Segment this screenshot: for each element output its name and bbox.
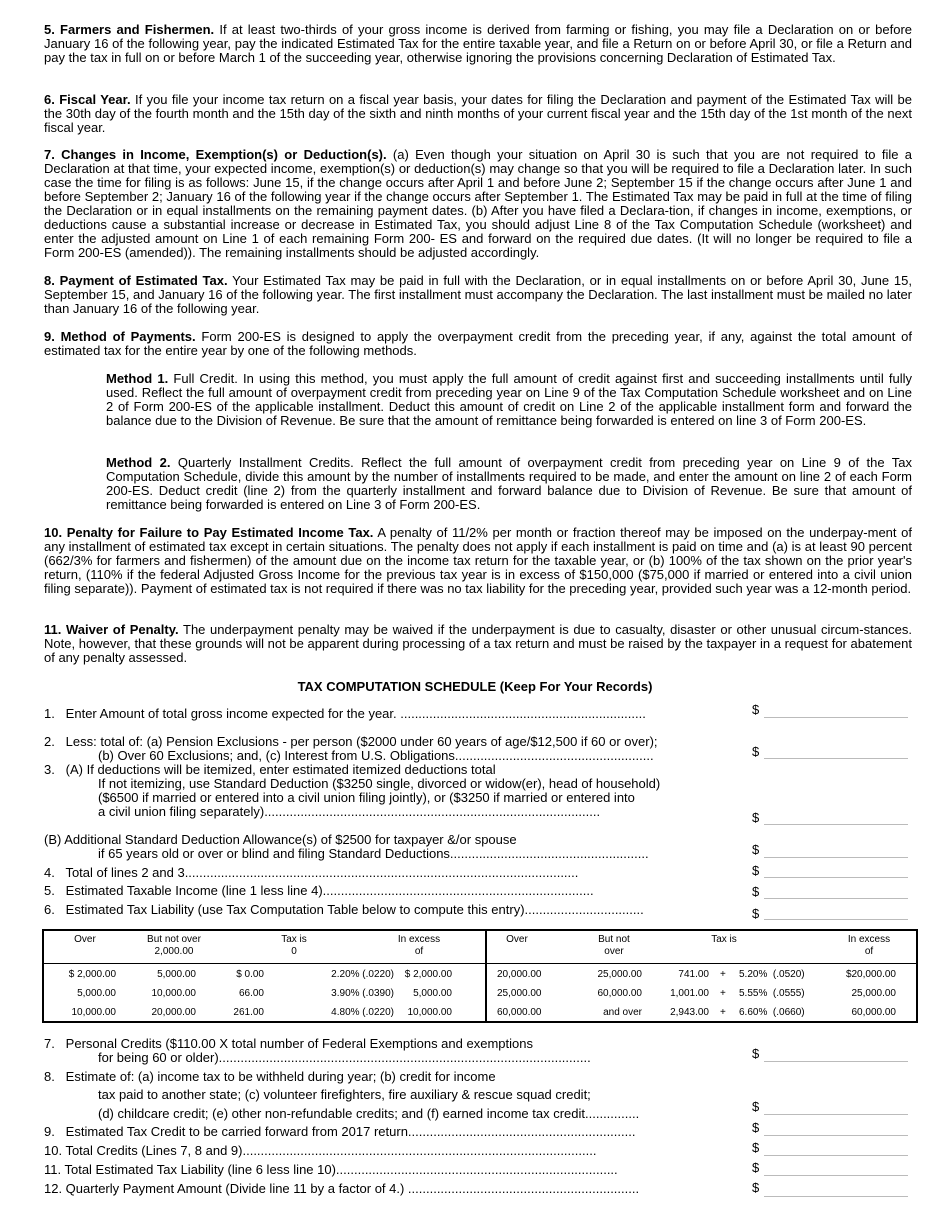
table-cell: 10,000.00 — [151, 988, 196, 999]
amount-field-1[interactable] — [764, 716, 908, 718]
paragraph-text: A penalty of 11/2% per month or fraction thereof may be imposed on the underpay-ment of any installment of estimated tax except in certain situations. The penalty does not apply if each installment is paid on time and (a) is at least 90 percent (662/3% for farmers and fishermen) of the amount due on the income tax return for the taxable year, or (b) 100% of the tax shown on the prior year's return, (110% if the federal Adjusted Gross Income for the previous tax year is in excess of $150,000 ($75,000 if married or entered into a civil union filing separate)). Payment of estimated tax is not required if there was no tax liability for the preceding year, provided such year was a 12-month period. — [44, 525, 912, 596]
paragraph-text: (a) Even though your situation on April 30 is such that you are not required to file a Declaration at that time, your expected income, exemption(s) or deduction(s) may change so that you will be required to file a Declaration later. In such case the time for filing is as follows: June 15, if the change occurs after April 1 and before June 2; September 15 if the change occurs after June 1 and before September 2; January 16 of the following year if the change occurs after September 1. The Estimated Tax may be paid in full at the time of filing the Declaration or in equal installments on the remaining payment dates. (b) After you have filed a Declara-tion, if changes in income, exemptions, or deductions cause a substantial increase or decrease in Estimated Tax, you should adjust Line 8 of the Tax Computation Schedule (worksheet) and enter the adjusted amount on Line 1 of each remaining Form 200- ES and forward on the required due dates. (It will no longer be required to file a Form 200-ES (amended)). The remaining installments should be adjusted accordingly. — [44, 147, 912, 260]
schedule-line-2-cont: (b) Over 60 Exclusions; and, (c) Interest from U.S. Obligations....................................................... — [98, 748, 654, 763]
dollar-sign: $ — [752, 702, 760, 717]
table-cell: 20,000.00 — [497, 969, 542, 980]
table-cell: + — [720, 969, 726, 980]
header-but-not-over: But not over — [598, 934, 630, 957]
schedule-line-2: 2. Less: total of: (a) Pension Exclusions - per person ($2000 under 60 years of age/$12,500 if 60 or over); — [44, 734, 658, 749]
schedule-line-3-cont: If not itemizing, use Standard Deduction ($3250 single, divorced or widow(er), head of household) — [98, 776, 661, 791]
method-1 — [106, 372, 912, 428]
schedule-line-3-cont: ($6500 if married or entered into a civil union filing jointly), or ($3250 if married or entered into — [98, 790, 635, 805]
method-heading: Method 1. — [106, 371, 169, 386]
schedule-line-8-cont: tax paid to another state; (c) volunteer firefighters, fire auxiliary & rescue squad credit; — [98, 1087, 591, 1102]
dollar-sign: $ — [752, 1120, 760, 1135]
tax-computation-table — [42, 929, 918, 1023]
paragraph-heading: 6. Fiscal Year. — [44, 92, 131, 107]
paragraph-text: Form 200-ES is designed to apply the overpayment credit from the preceding year, if any, against the total amount of estimated tax for the entire year by one of the following methods. — [44, 329, 912, 358]
method-text: Quarterly Installment Credits. Reflect the full amount of overpayment credit from preceding year on Line 9 of the Tax Computation Schedule, divide this amount by the number of installments required to be made, and enter the amount on line 2 of each Form 200-ES. Deduct credit (line 2) from the quarterly installment and forward balance due to Division of Revenue. Be sure that amount of remittance being forwarded is entered on Line 3 of Form 200-ES. — [106, 455, 912, 512]
schedule-line-10: 10. Total Credits (Lines 7, 8 and 9).................................................................................................. — [44, 1143, 597, 1158]
amount-field-7[interactable] — [764, 1060, 908, 1062]
amount-field-10[interactable] — [764, 1154, 908, 1156]
method-2 — [106, 456, 912, 512]
amount-field-3[interactable] — [764, 823, 908, 825]
paragraph-heading: 7. Changes in Income, Exemption(s) or Deduction(s). — [44, 147, 387, 162]
schedule-line-9: 9. Estimated Tax Credit to be carried forward from 2017 return............................................................... — [44, 1124, 636, 1139]
paragraph-10 — [44, 526, 912, 596]
method-heading: Method 2. — [106, 455, 171, 470]
table-cell: 2.20% (.0220) — [331, 969, 394, 980]
header-over: Over — [74, 934, 96, 945]
schedule-line-3b: (B) Additional Standard Deduction Allowance(s) of $2500 for taxpayer &/or spouse — [44, 832, 517, 847]
header-in-excess: In excess of — [847, 934, 891, 957]
dollar-sign: $ — [752, 1099, 760, 1114]
paragraph-7 — [44, 148, 912, 260]
paragraph-heading: 8. Payment of Estimated Tax. — [44, 273, 228, 288]
paragraph-heading: 9. Method of Payments. — [44, 329, 196, 344]
table-divider — [485, 931, 487, 1023]
paragraph-9 — [44, 330, 912, 358]
table-cell: 60,000.00 — [851, 1007, 896, 1018]
schedule-line-1: 1. Enter Amount of total gross income expected for the year. .................................................................... — [44, 706, 646, 721]
dollar-sign: $ — [752, 906, 760, 921]
amount-field-5[interactable] — [764, 897, 908, 899]
table-cell: $ 2,000.00 — [68, 969, 116, 980]
schedule-line-8-cont: (d) childcare credit; (e) other non-refundable credits; and (f) earned income tax credit............... — [98, 1106, 640, 1121]
table-cell: 66.00 — [238, 988, 264, 999]
amount-field-3b[interactable] — [764, 856, 908, 858]
table-cell: $ 2,000.00 — [404, 969, 452, 980]
table-cell: $20,000.00 — [845, 969, 896, 980]
table-cell: 25,000.00 — [851, 988, 896, 999]
paragraph-text: If at least two-thirds of your gross income is derived from farming or fishing, you may file a Declaration on or before January 16 of the following year, pay the indicated Estimated Tax for the entire taxable year, and file a Return on or before April 30, or file a Return and pay the tax in full on or before March 1 of the succeeding year, otherwise ignoring the provisions concerning Declaration of Estimated Tax. — [44, 22, 912, 65]
table-cell: 25,000.00 — [497, 988, 542, 999]
table-cell: 5,000.00 — [157, 969, 196, 980]
schedule-line-3: 3. (A) If deductions will be itemized, enter estimated itemized deductions total — [44, 762, 496, 777]
table-cell: 2,943.00 — [670, 1007, 709, 1018]
schedule-line-4: 4. Total of lines 2 and 3............................................................................................................. — [44, 865, 579, 880]
table-cell: 3.90% (.0390) — [331, 988, 394, 999]
amount-field-2[interactable] — [764, 757, 908, 759]
paragraph-8 — [44, 274, 912, 316]
table-cell: 5,000.00 — [413, 988, 452, 999]
paragraph-11 — [44, 623, 912, 665]
dollar-sign: $ — [752, 744, 760, 759]
table-cell: 10,000.00 — [407, 1007, 452, 1018]
paragraph-text: If you file your income tax return on a fiscal year basis, your dates for filing the Declaration and payment of the Estimated Tax will be the 30th day of the fourth month and the 15th day of the sixth and ninth months of your current fiscal year and the 15th day of the 1st month of the next fiscal year. — [44, 92, 912, 135]
table-cell: 5,000.00 — [77, 988, 116, 999]
paragraph-heading: 5. Farmers and Fishermen. — [44, 22, 215, 37]
schedule-title: TAX COMPUTATION SCHEDULE (Keep For Your Records) — [297, 679, 653, 694]
dollar-sign: $ — [752, 1160, 760, 1175]
amount-field-4[interactable] — [764, 876, 908, 878]
paragraph-text: The underpayment penalty may be waived if the underpayment is due to casualty, disaster or other unusual circum-stances. Note, however, that these grounds will not be apparent during processing of a tax return and must be raised by the taxpayer in a request for abatement of any penalty assessed. — [44, 622, 913, 665]
paragraph-heading: 10. Penalty for Failure to Pay Estimated Income Tax. — [44, 525, 374, 540]
schedule-line-3-cont: a civil union filing separately)............................................................................................. — [98, 804, 601, 819]
schedule-line-7: 7. Personal Credits ($110.00 X total number of Federal Exemptions and exemptions — [44, 1036, 533, 1051]
dollar-sign: $ — [752, 1046, 760, 1061]
amount-field-12[interactable] — [764, 1195, 908, 1197]
dollar-sign: $ — [752, 842, 760, 857]
schedule-line-7-cont: for being 60 or older)....................................................................................................... — [98, 1050, 591, 1065]
dollar-sign: $ — [752, 884, 760, 899]
table-cell: 6.60% (.0660) — [739, 1007, 805, 1018]
table-cell: 5.20% (.0520) — [739, 969, 805, 980]
header-over: Over — [506, 934, 528, 945]
table-cell: 60,000.00 — [597, 988, 642, 999]
dollar-sign: $ — [752, 810, 760, 825]
paragraph-text: Your Estimated Tax may be paid in full with the Declaration, or in equal installments on or before April 30, June 15, September 15, and January 16 of the following year. The first installment must accompany the Declaration. The last installment must be mailed no later than January 16 of the following year. — [44, 273, 912, 316]
table-header-rule — [44, 963, 916, 964]
amount-field-11[interactable] — [764, 1174, 908, 1176]
table-cell: $ 0.00 — [236, 969, 264, 980]
table-cell: and over — [603, 1007, 642, 1018]
amount-field-8[interactable] — [764, 1113, 908, 1115]
table-cell: 741.00 — [678, 969, 709, 980]
schedule-line-8: 8. Estimate of: (a) income tax to be withheld during year; (b) credit for income — [44, 1069, 496, 1084]
dollar-sign: $ — [752, 1180, 760, 1195]
table-cell: 5.55% (.0555) — [739, 988, 805, 999]
table-cell: 261.00 — [233, 1007, 264, 1018]
table-cell: 10,000.00 — [71, 1007, 116, 1018]
amount-field-9[interactable] — [764, 1134, 908, 1136]
schedule-line-3b-cont: if 65 years old or over or blind and filing Standard Deductions....................................................... — [98, 846, 649, 861]
table-cell: + — [720, 1007, 726, 1018]
header-in-excess: In excess of — [397, 934, 441, 957]
method-text: Full Credit. In using this method, you must apply the full amount of credit against first and succeeding installments until fully used. Reflect the full amount of overpayment credit from preceding year on Line 9 of the Tax Computation Schedule worksheet and on Line 2 of Form 200-ES of the applicable installment. Deduct this amount of credit on Line 2 of the applicable installment form and forward the balance due to the Division of Revenue. Be sure that the amount of remittance being forwarded is entered on line 3 of Form 200-ES. — [106, 371, 912, 428]
table-cell: 60,000.00 — [497, 1007, 542, 1018]
table-cell: 25,000.00 — [597, 969, 642, 980]
table-cell: 1,001.00 — [670, 988, 709, 999]
table-cell: 4.80% (.0220) — [331, 1007, 394, 1018]
dollar-sign: $ — [752, 1140, 760, 1155]
table-cell: 20,000.00 — [151, 1007, 196, 1018]
dollar-sign: $ — [752, 863, 760, 878]
header-tax-is: Tax is — [711, 934, 737, 945]
amount-field-6[interactable] — [764, 918, 908, 920]
schedule-line-12: 12. Quarterly Payment Amount (Divide line 11 by a factor of 4.) ................................................................ — [44, 1181, 640, 1196]
paragraph-5 — [44, 23, 912, 65]
header-tax-is: Tax is 0 — [281, 934, 307, 957]
table-cell: + — [720, 988, 726, 999]
header-but-not-over: But not over 2,000.00 — [147, 934, 201, 957]
schedule-line-11: 11. Total Estimated Tax Liability (line 6 less line 10).............................................................................. — [44, 1162, 618, 1177]
schedule-line-5: 5. Estimated Taxable Income (line 1 less line 4)........................................................................... — [44, 883, 594, 898]
paragraph-heading: 11. Waiver of Penalty. — [44, 622, 179, 637]
paragraph-6 — [44, 93, 912, 135]
schedule-line-6: 6. Estimated Tax Liability (use Tax Computation Table below to compute this entry)................................. — [44, 902, 644, 917]
